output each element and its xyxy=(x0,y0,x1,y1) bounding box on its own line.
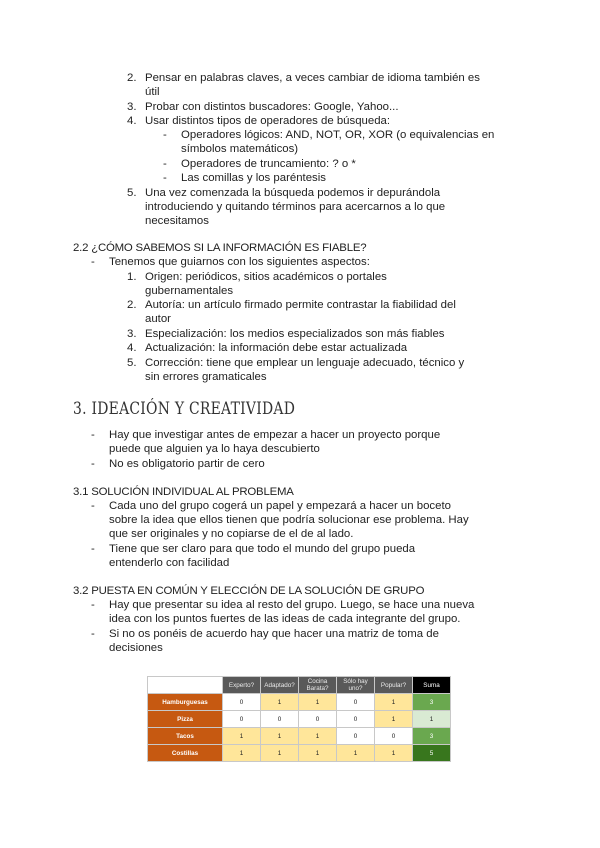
matrix-cell: 1 xyxy=(261,728,299,745)
list-number: 2. xyxy=(127,72,137,84)
list-text: Usar distintos tipos de operadores de búsqueda: xyxy=(145,115,391,127)
dash-bullet: - xyxy=(91,500,95,512)
matrix-col-header: Experto? xyxy=(223,677,261,694)
matrix-row-label: Tacos xyxy=(148,728,223,745)
list-text: autor xyxy=(145,313,171,325)
matrix-cell: 0 xyxy=(223,694,261,711)
list-text: Tenemos que guiarnos con los siguientes aspectos: xyxy=(109,256,370,268)
list-text: idea con los puntos fuertes de las ideas de cada integrante del grupo. xyxy=(109,613,461,625)
list-text: Especialización: los medios especializados son más fiables xyxy=(145,328,445,340)
list-text: símbolos matemáticos) xyxy=(181,143,299,155)
matrix-col-header: Adaptado? xyxy=(261,677,299,694)
matrix-cell: 1 xyxy=(223,728,261,745)
matrix-row-label: Hamburguesas xyxy=(148,694,223,711)
list-text: sobre la idea que ellos tienen que podría solucionar ese problema. Hay xyxy=(109,514,469,526)
list-text: gubernamentales xyxy=(145,285,234,297)
matrix-cell: 0 xyxy=(337,694,375,711)
matrix-cell: 1 xyxy=(223,745,261,762)
dash-bullet: - xyxy=(91,543,95,555)
matrix-cell: 1 xyxy=(375,711,413,728)
list-number: 4. xyxy=(127,342,137,354)
list-number: 5. xyxy=(127,187,137,199)
matrix-cell: 1 xyxy=(375,745,413,762)
list-text: No es obligatorio partir de cero xyxy=(109,458,265,470)
matrix-cell: 1 xyxy=(299,745,337,762)
matrix-col-header: Popular? xyxy=(375,677,413,694)
list-text: Tiene que ser claro para que todo el mundo del grupo pueda xyxy=(109,543,416,555)
list-text: Hay que investigar antes de empezar a hacer un proyecto porque xyxy=(109,429,441,441)
list-text: Hay que presentar su idea al resto del grupo. Luego, se hace una nueva xyxy=(109,599,475,611)
list-text: decisiones xyxy=(109,642,163,654)
list-text: puede que alguien ya lo haya descubierto xyxy=(109,443,320,455)
table-row xyxy=(148,728,451,745)
matrix-cell: 0 xyxy=(337,711,375,728)
list-number: 4. xyxy=(127,115,137,127)
list-text: introduciendo y quitando términos para acercarnos a lo que xyxy=(145,201,446,213)
dash-bullet: - xyxy=(91,599,95,611)
list-text: entenderlo con facilidad xyxy=(109,557,230,569)
matrix-col-header: Sólo hay uno? xyxy=(337,677,375,694)
dash-bullet: - xyxy=(163,172,167,184)
matrix-cell: 1 xyxy=(337,745,375,762)
list-text: útil xyxy=(145,86,160,98)
dash-bullet: - xyxy=(91,429,95,441)
section-heading: 3.1 SOLUCIÓN INDIVIDUAL AL PROBLEMA xyxy=(73,486,294,498)
matrix-row-label: Pizza xyxy=(148,711,223,728)
list-text: Operadores lógicos: AND, NOT, OR, XOR (o equivalencias en xyxy=(181,129,495,141)
list-number: 3. xyxy=(127,101,137,113)
dash-bullet: - xyxy=(163,129,167,141)
matrix-cell: 1 xyxy=(261,694,299,711)
table-row xyxy=(148,745,451,762)
list-text: Actualización: la información debe estar actualizada xyxy=(145,342,408,354)
list-text: que ser originales y no copiarse de el de al lado. xyxy=(109,528,354,540)
matrix-cell: 1 xyxy=(299,694,337,711)
matrix-cell: 0 xyxy=(261,711,299,728)
list-text: Origen: periódicos, sitios académicos o portales xyxy=(145,271,387,283)
section-heading: 3.2 PUESTA EN COMÚN Y ELECCIÓN DE LA SOLUCIÓN DE GRUPO xyxy=(73,585,425,597)
matrix-cell: 1 xyxy=(375,694,413,711)
list-text: Si no os ponéis de acuerdo hay que hacer una matriz de toma de xyxy=(109,628,439,640)
matrix-cell: 0 xyxy=(375,728,413,745)
list-number: 1. xyxy=(127,271,137,283)
matrix-cell: 0 xyxy=(299,711,337,728)
matrix-cell: 1 xyxy=(299,728,337,745)
list-text: Autoría: un artículo firmado permite contrastar la fiabilidad del xyxy=(145,299,456,311)
table-row xyxy=(148,711,451,728)
list-text: necesitamos xyxy=(145,215,209,227)
list-text: Pensar en palabras claves, a veces cambiar de idioma también es xyxy=(145,72,480,84)
matrix-col-header-sum: Suma xyxy=(413,677,451,694)
matrix-cell: 0 xyxy=(337,728,375,745)
list-text: Operadores de truncamiento: ? o * xyxy=(181,158,356,170)
dash-bullet: - xyxy=(91,458,95,470)
list-text: Las comillas y los paréntesis xyxy=(181,172,326,184)
matrix-sum-cell: 1 xyxy=(413,711,451,728)
matrix-corner xyxy=(148,677,223,694)
matrix-sum-cell: 3 xyxy=(413,728,451,745)
matrix-row-label: Costillas xyxy=(148,745,223,762)
list-text: Probar con distintos buscadores: Google, Yahoo... xyxy=(145,101,399,113)
decision-matrix xyxy=(147,676,451,762)
list-number: 2. xyxy=(127,299,137,311)
list-text: sin errores gramaticales xyxy=(145,371,267,383)
section-heading: 2.2 ¿CÓMO SABEMOS SI LA INFORMACIÓN ES FIABLE? xyxy=(73,242,367,254)
matrix-header-row xyxy=(148,677,451,694)
dash-bullet: - xyxy=(91,628,95,640)
matrix-sum-cell: 3 xyxy=(413,694,451,711)
dash-bullet: - xyxy=(91,256,95,268)
list-text: Cada uno del grupo cogerá un papel y empezará a hacer un boceto xyxy=(109,500,451,512)
matrix-cell: 1 xyxy=(261,745,299,762)
table-row xyxy=(148,694,451,711)
list-number: 3. xyxy=(127,328,137,340)
matrix-sum-cell: 5 xyxy=(413,745,451,762)
dash-bullet: - xyxy=(163,158,167,170)
matrix-col-header: Cocina Barata? xyxy=(299,677,337,694)
list-text: Corrección: tiene que emplear un lenguaje adecuado, técnico y xyxy=(145,357,465,369)
list-text: Una vez comenzada la búsqueda podemos ir depurándola xyxy=(145,187,441,199)
matrix-cell: 0 xyxy=(223,711,261,728)
section-title: 3. IDEACIÓN Y CREATIVIDAD xyxy=(73,399,296,419)
list-number: 5. xyxy=(127,357,137,369)
